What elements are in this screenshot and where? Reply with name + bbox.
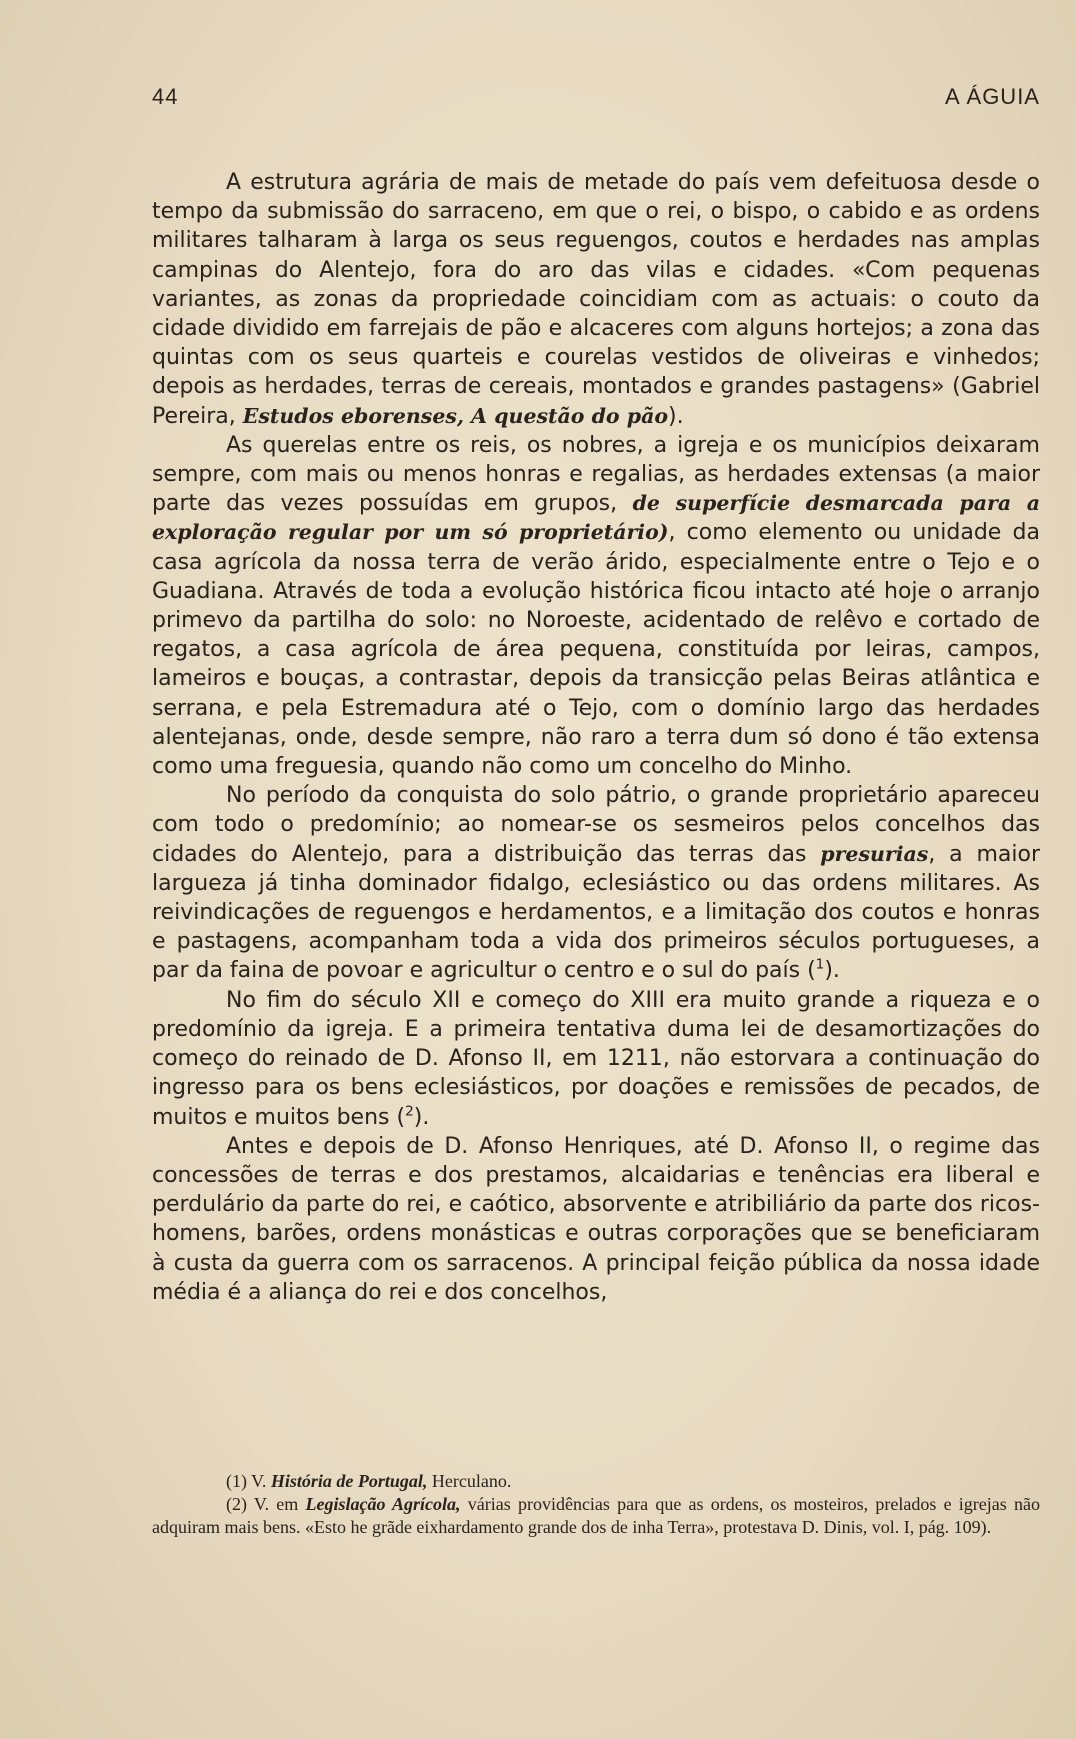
footnote-marker: (1) <box>226 1471 247 1491</box>
footnote-ref: 1 <box>815 957 825 974</box>
paragraph: Antes e depois de D. Afonso Henriques, até D. Afonso II, o regime das concessões de terras e dos prestamos, alcaidarias e tenências era liberal e perdulário da parte do rei, e caótico, absorvente e atribiliário da parte dos ricos-homens, barões, ordens monásticas e outras corporações que se beneficiaram à custa da guerra com os sarracenos. A principal feição pública da nossa idade média é a aliança do rei e dos concelhos, <box>152 1133 1040 1305</box>
footnotes <box>152 1470 1040 1539</box>
page-header <box>152 84 1040 116</box>
footnote-marker: (2) <box>226 1494 247 1514</box>
footnote-ref: 2 <box>405 1103 414 1120</box>
paragraph: No fim do século XII e começo do XIII era muito grande a riqueza e o predomínio da igreja. E a primeira tentativa duma lei de desamortizações do começo do reinado de D. Afonso II, em 1211, não estorvara a continuação do ingresso para os bens eclesiásticos, por doações e remissões de pecados, de muitos e muitos bens ($^2$). <box>152 987 1040 1130</box>
running-title: A ÁGUIA <box>944 84 1040 109</box>
footnote: (1) V. História de Portugal, Herculano. <box>226 1471 512 1491</box>
page-number: 44 <box>152 84 179 109</box>
footnote: (2) V. em Legislação Agrícola, várias providências para que as ordens, os mosteiros, prelados e igrejas não adquiram mais bens. «Esto he grãde eixhardamento grande dos de inha Terra», protestava D. Dinis, vol. I, pág. 109). <box>152 1494 1040 1537</box>
paragraph: No período da conquista do solo pátrio, o grande proprietário apareceu com todo o predomínio; ao nomear-se os sesmeiros pelos concelhos das cidades do Alentejo, para a distribuição das terras das presurias, a maior largueza já tinha dominador fidalgo, eclesiástico ou das ordens militares. As reivindicações de reguengos e herdamentos, e a limitação dos coutos e honras e pastagens, acompanham toda a vida dos primeiros séculos portugueses, a par da faina de povoar e agricultur o centro e o sul do país ($^1$). <box>152 783 1040 984</box>
paragraph: As querelas entre os reis, os nobres, a igreja e os municípios deixaram sempre, com mais ou menos honras e regalias, as herdades extensas (a maior parte das vezes possuídas em grupos, de superfície desmarcada para a exploração regular por um só proprietário), como elemento ou unidade da casa agrícola da nossa terra de verão árido, especialmente entre o Tejo e o Guadiana. Através de toda a evolução histórica ficou intacto até hoje o arranjo primevo da partilha do solo: no Noroeste, acidentado de relêvo e cortado de regatos, a casa agrícola de área pequena, constituída por leiras, campos, lameiros e bouças, a contrastar, depois da transicção pelas Beiras atlântica e serrana, e pela Estremadura até o Tejo, com o domínio largo das herdades alentejanas, onde, desde sempre, não raro a terra dum só dono é tão extensa como uma freguesia, quando não como um concelho do Minho. <box>152 432 1040 780</box>
paragraph: A estrutura agrária de mais de metade do país vem defeituosa desde o tempo da submissão do sarraceno, em que o rei, o bispo, o cabido e as ordens militares talharam à larga os seus reguengos, coutos e herdades nas amplas campinas do Alentejo, fora do aro das vilas e cidades. «Com pequenas variantes, as zonas da propriedade coincidiam com as actuais: o couto da cidade dividido em farrejais de pão e alcaceres com alguns hortejos; a zona das quintas com os seus quarteis e courelas vestidos de oliveiras e vinhedos; depois as herdades, terras de cereais, montados e grandes pastagens» (Gabriel Pereira, Estudos eborenses, A questão do pão). <box>152 170 1040 429</box>
body-text <box>152 168 1040 1307</box>
